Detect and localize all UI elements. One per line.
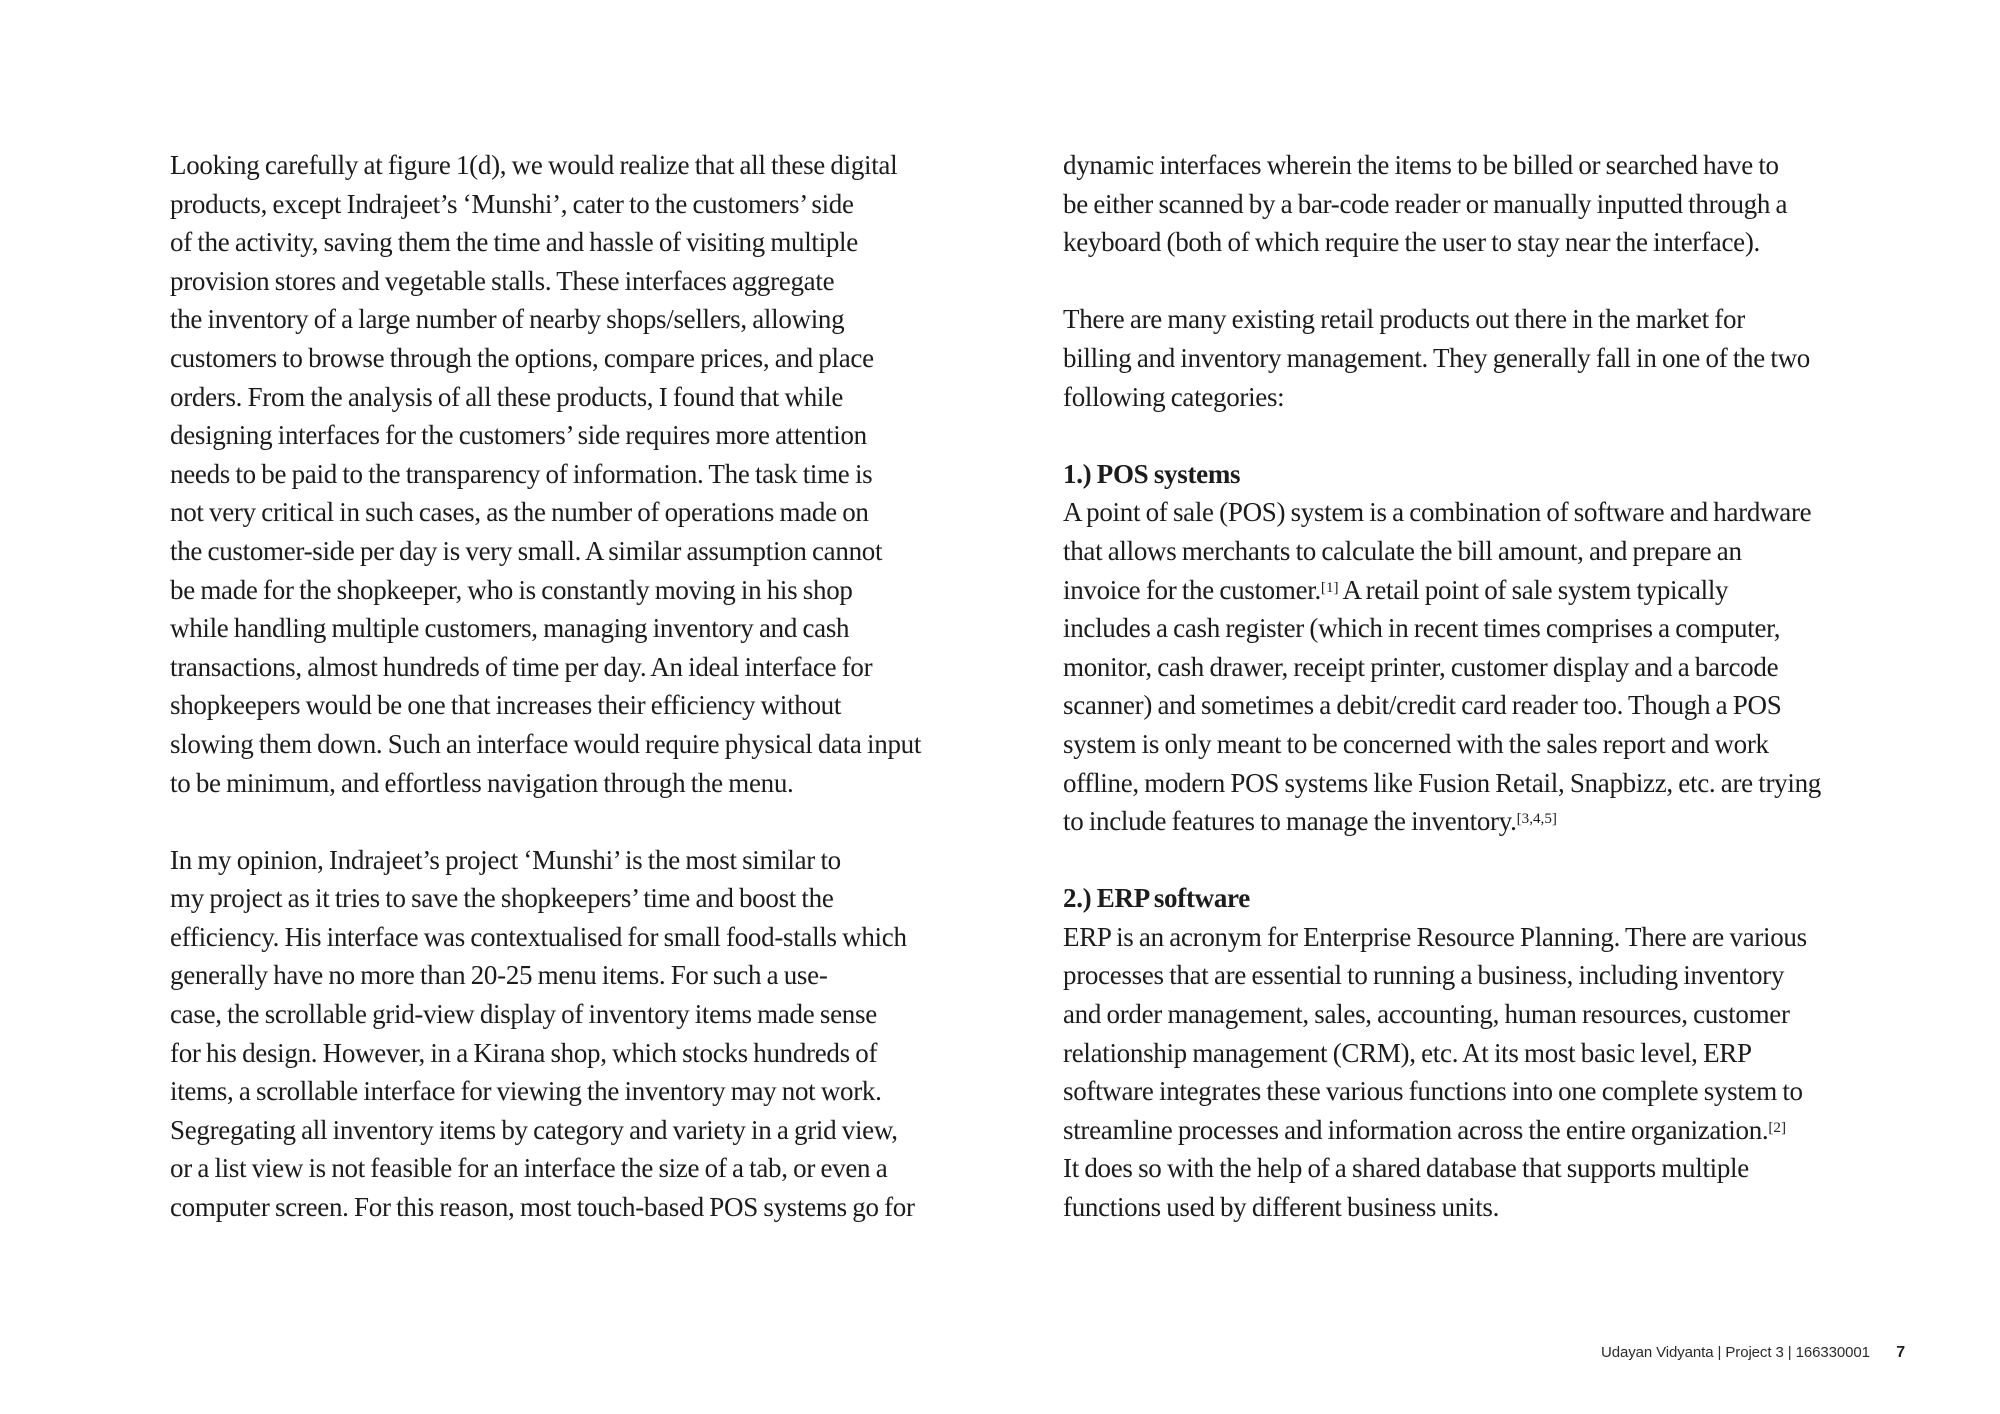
text-line: Segregating all inventory items by category and variety in a grid view, (170, 1114, 898, 1145)
text-line: efficiency. His interface was contextualised for small food-stalls which (170, 921, 907, 952)
text-line: monitor, cash drawer, receipt printer, customer display and a barcode (1063, 651, 1779, 682)
text-line: transactions, almost hundreds of time per day. An ideal interface for (170, 651, 873, 682)
text-line: streamline processes and information across the entire organization.[2] (1063, 1114, 1786, 1145)
text-line: provision stores and vegetable stalls. These interfaces aggregate (170, 265, 835, 296)
text-line: relationship management (CRM), etc. At its most basic level, ERP (1063, 1037, 1752, 1068)
text-line: my project as it tries to save the shopkeepers’ time and boost the (170, 883, 834, 914)
text-line: functions used by different business units. (1063, 1192, 1500, 1223)
paragraph (1063, 493, 1908, 840)
text-line: billing and inventory management. They generally fall in one of the two (1063, 342, 1810, 373)
text-line: items, a scrollable interface for viewing the inventory may not work. (170, 1076, 882, 1107)
paragraph (1063, 146, 1908, 262)
right-text-column (1063, 146, 1908, 1227)
text-line: dynamic interfaces wherein the items to be billed or searched have to (1063, 150, 1779, 180)
section-heading (1063, 455, 1908, 494)
text-line: be either scanned by a bar-code reader or manually inputted through a (1063, 188, 1788, 219)
footer-author-project-id: Udayan Vidyanta | Project 3 | 166330001 (1601, 1344, 1870, 1361)
text-line: and order management, sales, accounting, human resources, customer (1063, 999, 1790, 1030)
text-line: computer screen. For this reason, most touch-based POS systems go for (170, 1192, 915, 1223)
paragraph (170, 841, 1022, 1227)
text-line: not very critical in such cases, as the number of operations made on (170, 497, 869, 528)
text-line: case, the scrollable grid-view display of inventory items made sense (170, 999, 877, 1030)
text-line: ERP is an acronym for Enterprise Resource Planning. There are various (1063, 921, 1807, 952)
text-line: 2.) ERP software (1063, 883, 1250, 914)
text-line: the customer-side per day is very small. A similar assumption cannot (170, 535, 883, 566)
text-line: of the activity, saving them the time and hassle of visiting multiple (170, 227, 858, 258)
section-heading (1063, 879, 1908, 918)
text-line: Looking carefully at figure 1(d), we would realize that all these digital (170, 150, 898, 180)
text-line: 1.) POS systems (1063, 458, 1241, 489)
text-line: orders. From the analysis of all these products, I found that while (170, 381, 843, 412)
citation-superscript: [3,4,5] (1516, 811, 1557, 828)
text-line: invoice for the customer.[1] A retail point of sale system typically (1063, 574, 1729, 605)
text-line: to include features to manage the inventory.[3,4,5] (1063, 806, 1557, 837)
page-footer (1601, 1344, 1905, 1362)
text-line: includes a cash register (which in recent times comprises a computer, (1063, 613, 1781, 644)
text-line: designing interfaces for the customers’ side requires more attention (170, 420, 867, 451)
text-line: following categories: (1063, 381, 1285, 412)
text-line: while handling multiple customers, managing inventory and cash (170, 613, 850, 644)
text-line: A point of sale (POS) system is a combination of software and hardware (1063, 497, 1812, 528)
text-line: system is only meant to be concerned with the sales report and work (1063, 728, 1769, 759)
page-number: 7 (1896, 1344, 1905, 1361)
text-line: offline, modern POS systems like Fusion Retail, Snapbizz, etc. are trying (1063, 767, 1821, 798)
text-line: slowing them down. Such an interface would require physical data input (170, 728, 922, 759)
left-text-column (170, 146, 1022, 1227)
text-line: In my opinion, Indrajeet’s project ‘Munshi’ is the most similar to (170, 844, 841, 875)
citation-superscript: [1] (1320, 579, 1339, 596)
paragraph (1063, 300, 1908, 416)
text-line: software integrates these various functions into one complete system to (1063, 1076, 1803, 1107)
text-line: for his design. However, in a Kirana shop, which stocks hundreds of (170, 1037, 878, 1068)
text-line: or a list view is not feasible for an interface the size of a tab, or even a (170, 1153, 888, 1184)
text-line: scanner) and sometimes a debit/credit card reader too. Though a POS (1063, 690, 1782, 721)
text-line: There are many existing retail products out there in the market for (1063, 304, 1745, 335)
paragraph (1063, 918, 1908, 1227)
text-line: It does so with the help of a shared database that supports multiple (1063, 1153, 1749, 1184)
text-line: shopkeepers would be one that increases their efficiency without (170, 690, 842, 721)
text-line: keyboard (both of which require the user to stay near the interface). (1063, 227, 1760, 258)
text-line: products, except Indrajeet’s ‘Munshi’, cater to the customers’ side (170, 188, 854, 219)
text-line: processes that are essential to running a business, including inventory (1063, 960, 1785, 991)
text-line: be made for the shopkeeper, who is constantly moving in his shop (170, 574, 853, 605)
text-line: needs to be paid to the transparency of information. The task time is (170, 458, 873, 489)
citation-superscript: [2] (1768, 1120, 1786, 1137)
text-line: to be minimum, and effortless navigation through the menu. (170, 767, 794, 798)
text-line: customers to browse through the options, compare prices, and place (170, 342, 874, 373)
text-line: the inventory of a large number of nearby shops/sellers, allowing (170, 304, 845, 335)
paragraph (170, 146, 1022, 802)
text-line: that allows merchants to calculate the bill amount, and prepare an (1063, 535, 1742, 566)
text-line: generally have no more than 20-25 menu items. For such a use- (170, 960, 828, 991)
